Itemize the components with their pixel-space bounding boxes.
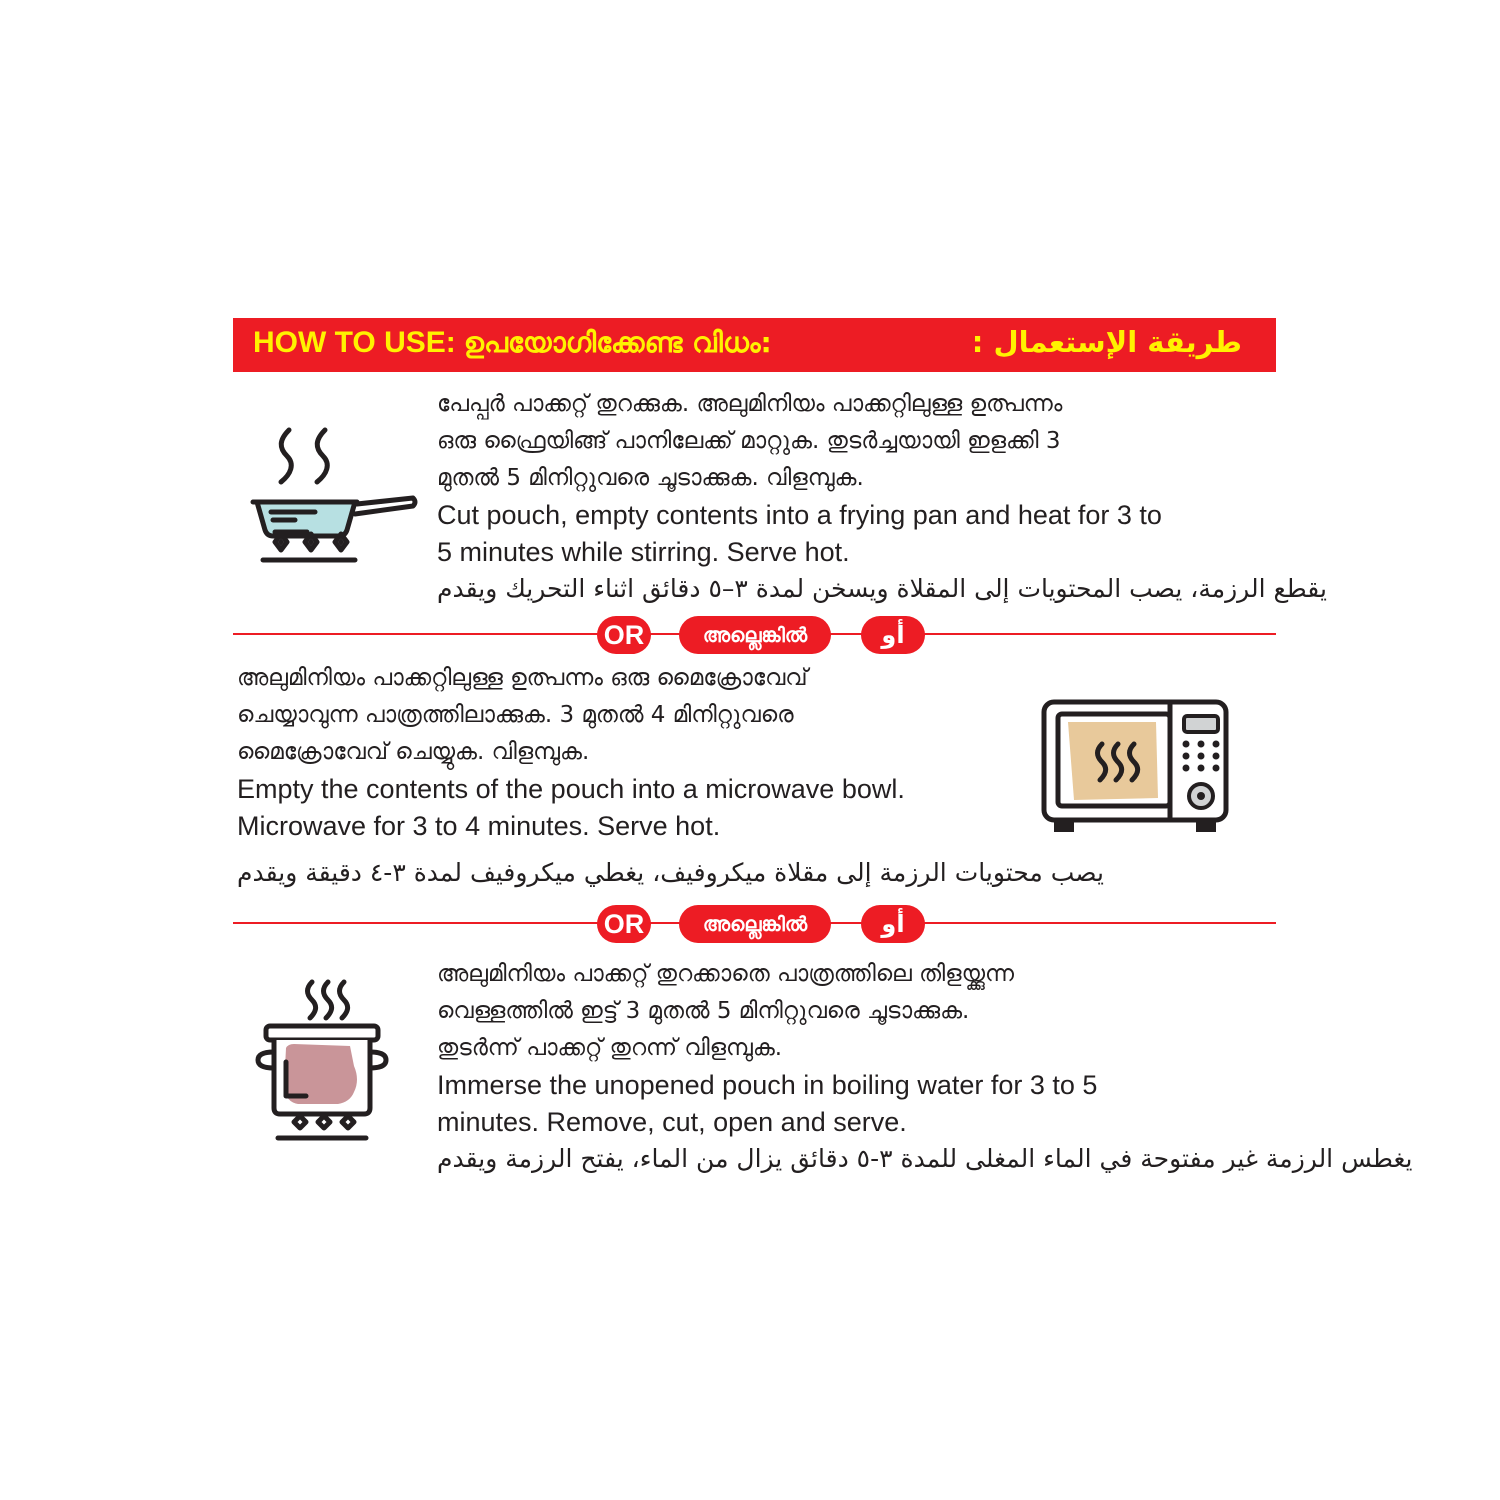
or-badge-en: OR <box>597 616 651 654</box>
or-badge-ar: أو <box>861 616 925 654</box>
or-badge-ml: അല്ലെങ്കിൽ <box>679 905 831 943</box>
method-1-ml-line-3: മുതൽ 5 മിനിറ്റുവരെ ചൂടാക്കുക. വിളമ്പുക. <box>437 465 864 491</box>
method-3-text <box>437 956 1412 1177</box>
header-title-left <box>253 326 772 360</box>
method-2-ar-text: يصب محتويات الرزمة إلى مقلاة ميكروفيف، يغطي ميكروفيف لمدة ٣-٤ دقيقة ويقدم <box>237 858 1104 887</box>
method-2-ml-line-1: അലുമിനിയം പാക്കറ്റിലുള്ള ഉത്പന്നം ഒരു മൈക്രോവേവ് <box>237 665 808 691</box>
or-badge-en: OR <box>597 905 651 943</box>
method-2-en-line-2: Microwave for 3 to 4 minutes. Serve hot. <box>237 811 721 841</box>
frying-pan-icon <box>245 420 420 570</box>
method-3-en-line-1: Immerse the unopened pouch in boiling water for 3 to 5 <box>437 1070 1098 1100</box>
method-2-text <box>237 660 1104 891</box>
method-3-en-line-2: minutes. Remove, cut, open and serve. <box>437 1107 907 1137</box>
method-2-ml-line-3: മൈക്രോവേവ് ചെയ്യുക. വിളമ്പുക. <box>237 739 590 765</box>
method-3-ml-line-1: അലുമിനിയം പാക്കറ്റ് തുറക്കാതെ പാത്രത്തിലെ തിളയ്ക്കുന്ന <box>437 961 1015 987</box>
or-badge-ar: أو <box>861 905 925 943</box>
method-2-ml-line-2: ചെയ്യാവുന്ന പാത്രത്തിലാക്കുക. 3 മുതൽ 4 മിനിറ്റുവരെ <box>237 702 794 728</box>
method-1-ar-text: يقطع الرزمة، يصب المحتويات إلى المقلاة ويسخن لمدة ٣–٥ دقائق اثناء التحريك ويقدم <box>437 574 1327 603</box>
method-1-text <box>437 386 1327 607</box>
boiling-pot-icon <box>252 978 400 1146</box>
microwave-icon <box>1040 698 1230 836</box>
method-3-ml-line-3: തുടർന്ന് പാക്കറ്റ് തുറന്ന് വിളമ്പുക. <box>437 1035 783 1061</box>
header-title-en: HOW TO USE: <box>253 326 456 359</box>
method-3-ar-text: يغطس الرزمة غير مفتوحة في الماء المغلى للمدة ٣-٥ دقائق يزال من الماء، يفتح الرزمة ويقدم <box>437 1144 1413 1173</box>
header-bar <box>233 318 1276 372</box>
method-1-en-line-2: 5 minutes while stirring. Serve hot. <box>437 537 850 567</box>
method-1-en-line-1: Cut pouch, empty contents into a frying pan and heat for 3 to <box>437 500 1162 530</box>
method-2-en-line-1: Empty the contents of the pouch into a microwave bowl. <box>237 774 905 804</box>
or-badge-ml: അല്ലെങ്കിൽ <box>679 616 831 654</box>
method-1-ml-line-1: പേപ്പർ പാക്കറ്റ് തുറക്കുക. അലുമിനിയം പാക്കറ്റിലുള്ള ഉത്പന്നം <box>437 391 1063 417</box>
header-title-ml: ഉപയോഗിക്കേണ്ട വിധം: <box>463 326 772 359</box>
header-title-ar: طريقة الإستعمال : <box>971 325 1242 359</box>
method-3-ml-line-2: വെള്ളത്തിൽ ഇട്ട് 3 മുതൽ 5 മിനിറ്റുവരെ ചൂടാക്കുക. <box>437 998 970 1024</box>
method-1-ml-line-2: ഒരു ഫ്രൈയിങ്ങ് പാനിലേക്ക് മാറ്റുക. തുടർച്ചയായി ഇളക്കി 3 <box>437 428 1061 454</box>
